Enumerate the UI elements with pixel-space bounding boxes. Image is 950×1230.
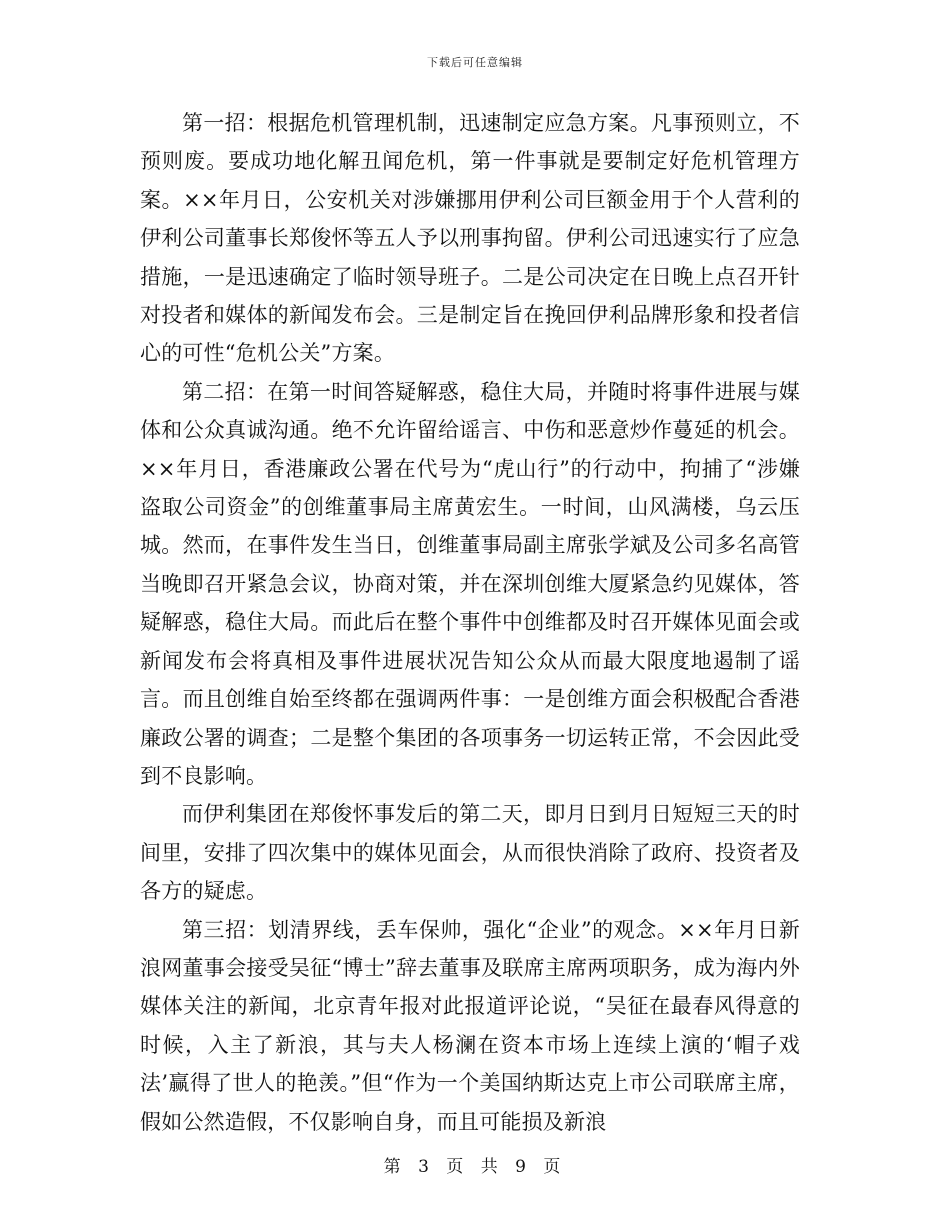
- paragraph-2: 第二招：在第一时间答疑解惑，稳住大局，并随时将事件进展与媒体和公众真诚沟通。绝不允许留给谣言、中伤和恶意炒作蔓延的机会。××年月日，香港廉政公署在代号为“虎山行”的行动中，拘捕了“涉嫌盗取公司资金”的创维董事局主席黄宏生。一时间，山风满楼，乌云压城。然而，在事件发生当日，创维董事局副主席张学斌及公司多名高管当晚即召开紧急会议，协商对策，并在深圳创维大厦紧急约见媒体，答疑解惑，稳住大局。而此后在整个事件中创维都及时召开媒体见面会或新闻发布会将真相及事件进展状况告知公众从而最大限度地遏制了谣言。而且创维自始至终都在强调两件事：一是创维方面会积极配合香港廉政公署的调查；二是整个集团的各项事务一切运转正常，不会因此受到不良影响。: [140, 379, 800, 788]
- page-header: 下载后可任意编辑: [427, 56, 523, 69]
- page-number-footer: 第 3 页 共 9 页: [383, 1157, 567, 1177]
- paragraph-3: 而伊利集团在郑俊怀事发后的第二天，即月日到月日短短三天的时间里，安排了四次集中的媒体见面会，从而很快消除了政府、投资者及各方的疑虑。: [140, 802, 800, 904]
- paragraph-1: 第一招：根据危机管理机制，迅速制定应急方案。凡事预则立，不预则废。要成功地化解丑闻危机，第一件事就是要制定好危机管理方案。××年月日，公安机关对涉嫌挪用伊利公司巨额金用于个人营利的伊利公司董事长郑俊怀等五人予以刑事拘留。伊利公司迅速实行了应急措施，一是迅速确定了临时领导班子。二是公司决定在日晚上点召开针对投者和媒体的新闻发布会。三是制定旨在挽回伊利品牌形象和投者信心的可性“危机公关”方案。: [140, 111, 800, 366]
- paragraph-4: 第三招：划清界线，丢车保帅，强化“企业”的观念。××年月日新浪网董事会接受吴征“博士”辞去董事及联席主席两项职务，成为海内外媒体关注的新闻，北京青年报对此报道评论说，“吴征在最春风得意的时候，入主了新浪，其与夫人杨澜在资本市场上连续上演的‘帽子戏法’赢得了世人的艳羡。”但“作为一个美国纳斯达克上市公司联席主席，假如公然造假，不仅影响自身，而且可能损及新浪: [140, 917, 800, 1134]
- document-body: [140, 104, 800, 1141]
